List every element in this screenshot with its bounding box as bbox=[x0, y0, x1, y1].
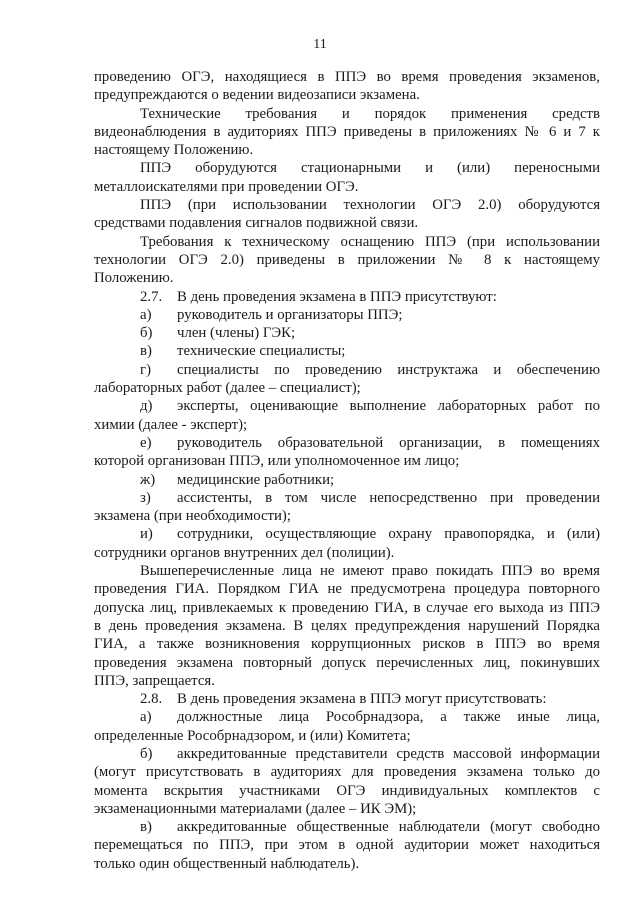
line-text: аккредитованные общественные наблюдатели (могут свободно bbox=[177, 819, 600, 836]
item-marker: 2.7. bbox=[140, 288, 163, 305]
text-line bbox=[94, 86, 600, 104]
text-line bbox=[94, 672, 600, 690]
line-text: ППЭ, запрещается. bbox=[94, 672, 215, 689]
text-line bbox=[94, 196, 600, 214]
text-line bbox=[94, 251, 600, 269]
text-line bbox=[94, 690, 600, 708]
line-text: в день проведения экзамена. В целях предупреждения нарушений Порядка bbox=[94, 617, 600, 634]
text-line bbox=[94, 782, 600, 800]
line-text: технические специалисты; bbox=[177, 343, 346, 360]
item-marker: в) bbox=[140, 343, 152, 360]
item-marker: г) bbox=[140, 361, 151, 378]
text-line bbox=[94, 68, 600, 86]
item-marker: б) bbox=[140, 325, 153, 342]
line-text: лабораторных работ (далее – специалист); bbox=[94, 380, 361, 397]
line-text: перемещаться по ППЭ, при этом в одной аудитории может находиться bbox=[94, 837, 600, 854]
item-marker: ж) bbox=[140, 471, 156, 488]
line-text: химии (далее - эксперт); bbox=[94, 416, 248, 433]
text-line bbox=[94, 544, 600, 562]
text-line bbox=[94, 397, 600, 415]
line-text: Технические требования и порядок применения средств bbox=[140, 105, 600, 122]
text-line bbox=[94, 288, 600, 306]
line-text: ГИА, а также возникновения коррупционных рисков в ППЭ во время bbox=[94, 636, 600, 653]
page-number: 11 bbox=[313, 37, 327, 52]
text-line bbox=[94, 489, 600, 507]
line-text: момента вскрытия участниками ОГЭ индивидуальных комплектов с bbox=[94, 782, 600, 799]
text-line bbox=[94, 745, 600, 763]
line-text: должностные лица Рособрнадзора, а также иные лица, bbox=[177, 709, 600, 726]
text-line bbox=[94, 159, 600, 177]
line-text: медицинские работники; bbox=[177, 471, 335, 488]
line-text: средствами подавления сигналов подвижной связи. bbox=[94, 215, 419, 232]
line-text: только один общественный наблюдатель). bbox=[94, 855, 360, 872]
line-text: видеонаблюдения в аудиториях ППЭ приведены в приложениях № 6 и 7 к bbox=[94, 123, 600, 140]
text-line bbox=[94, 507, 600, 525]
line-text: В день проведения экзамена в ППЭ могут присутствовать: bbox=[177, 691, 547, 708]
text-line bbox=[94, 123, 600, 141]
line-text: Положению. bbox=[94, 270, 174, 287]
text-line bbox=[94, 654, 600, 672]
item-marker: а) bbox=[140, 709, 152, 726]
line-text: ассистенты, в том числе непосредственно при проведении bbox=[177, 489, 600, 506]
text-line bbox=[94, 727, 600, 745]
line-text: экзаменационными материалами (далее – ИК ЭМ); bbox=[94, 800, 417, 817]
line-text: проведения экзамена повторный допуск перечисленных лиц, покинувших bbox=[94, 654, 600, 671]
line-text: специалисты по проведению инструктажа и обеспечению bbox=[177, 361, 600, 378]
text-line bbox=[94, 836, 600, 854]
line-text: ППЭ (при использовании технологии ОГЭ 2.0) оборудуются bbox=[140, 197, 600, 214]
item-marker: е) bbox=[140, 434, 152, 451]
text-line bbox=[94, 434, 600, 452]
text-line bbox=[94, 525, 600, 543]
text-line bbox=[94, 214, 600, 232]
line-text: проведению ОГЭ, находящиеся в ППЭ во время проведения экзаменов, bbox=[94, 69, 600, 85]
document-body bbox=[94, 68, 600, 873]
text-line bbox=[94, 452, 600, 470]
text-line bbox=[94, 708, 600, 726]
item-marker: в) bbox=[140, 819, 152, 836]
line-text: сотрудники органов внутренних дел (полиции). bbox=[94, 544, 395, 561]
item-marker: а) bbox=[140, 306, 152, 323]
item-marker: и) bbox=[140, 526, 153, 543]
line-text: эксперты, оценивающие выполнение лабораторных работ по bbox=[177, 398, 600, 415]
line-text: технологии ОГЭ 2.0) приведены в приложении № 8 к настоящему bbox=[94, 251, 600, 268]
line-text: металлоискателями при проведении ОГЭ. bbox=[94, 178, 359, 195]
text-line bbox=[94, 178, 600, 196]
line-text: настоящему Положению. bbox=[94, 142, 254, 159]
line-text: руководитель образовательной организации, в помещениях bbox=[177, 434, 600, 451]
text-line bbox=[94, 617, 600, 635]
line-text: определенные Рособрнадзором, и (или) Комитета; bbox=[94, 727, 411, 744]
text-line bbox=[94, 416, 600, 434]
item-marker: 2.8. bbox=[140, 691, 163, 708]
text-line bbox=[94, 818, 600, 836]
text-line bbox=[94, 562, 600, 580]
line-text: ППЭ оборудуются стационарными и (или) переносными bbox=[140, 160, 600, 177]
text-line bbox=[94, 233, 600, 251]
line-text: В день проведения экзамена в ППЭ присутствуют: bbox=[177, 288, 497, 305]
text-line bbox=[94, 599, 600, 617]
line-text: Требования к техническому оснащению ППЭ (при использовании bbox=[140, 233, 600, 250]
text-line bbox=[94, 324, 600, 342]
line-text: член (члены) ГЭК; bbox=[177, 325, 296, 342]
text-line bbox=[94, 269, 600, 287]
item-marker: д) bbox=[140, 398, 153, 415]
text-line bbox=[94, 105, 600, 123]
line-text: сотрудники, осуществляющие охрану правопорядка, и (или) bbox=[177, 526, 600, 543]
text-line bbox=[94, 635, 600, 653]
text-line bbox=[94, 306, 600, 324]
item-marker: з) bbox=[140, 489, 151, 506]
line-text: аккредитованные представители средств массовой информации bbox=[177, 745, 600, 762]
text-line bbox=[94, 855, 600, 873]
line-text: проведения ГИА. Порядком ГИА не предусмотрена процедура повторного bbox=[94, 581, 600, 598]
line-text: руководитель и организаторы ППЭ; bbox=[177, 306, 403, 323]
line-text: которой организован ППЭ, или уполномоченное им лицо; bbox=[94, 453, 460, 470]
text-line bbox=[94, 763, 600, 781]
line-text: допуска лиц, привлекаемых к проведению ГИА, в случае его выхода из ППЭ bbox=[94, 599, 600, 616]
text-line bbox=[94, 361, 600, 379]
text-line bbox=[94, 800, 600, 818]
text-line bbox=[94, 141, 600, 159]
line-text: Вышеперечисленные лица не имеют право покидать ППЭ во время bbox=[140, 563, 600, 580]
text-line bbox=[94, 379, 600, 397]
item-marker: б) bbox=[140, 745, 153, 762]
line-text: экзамена (при необходимости); bbox=[94, 508, 291, 525]
text-line bbox=[94, 471, 600, 489]
line-text: (могут присутствовать в аудиториях для проведения экзамена только до bbox=[94, 764, 600, 781]
text-line bbox=[94, 580, 600, 598]
text-line bbox=[94, 342, 600, 360]
line-text: предупреждаются о ведении видеозаписи экзамена. bbox=[94, 87, 420, 104]
